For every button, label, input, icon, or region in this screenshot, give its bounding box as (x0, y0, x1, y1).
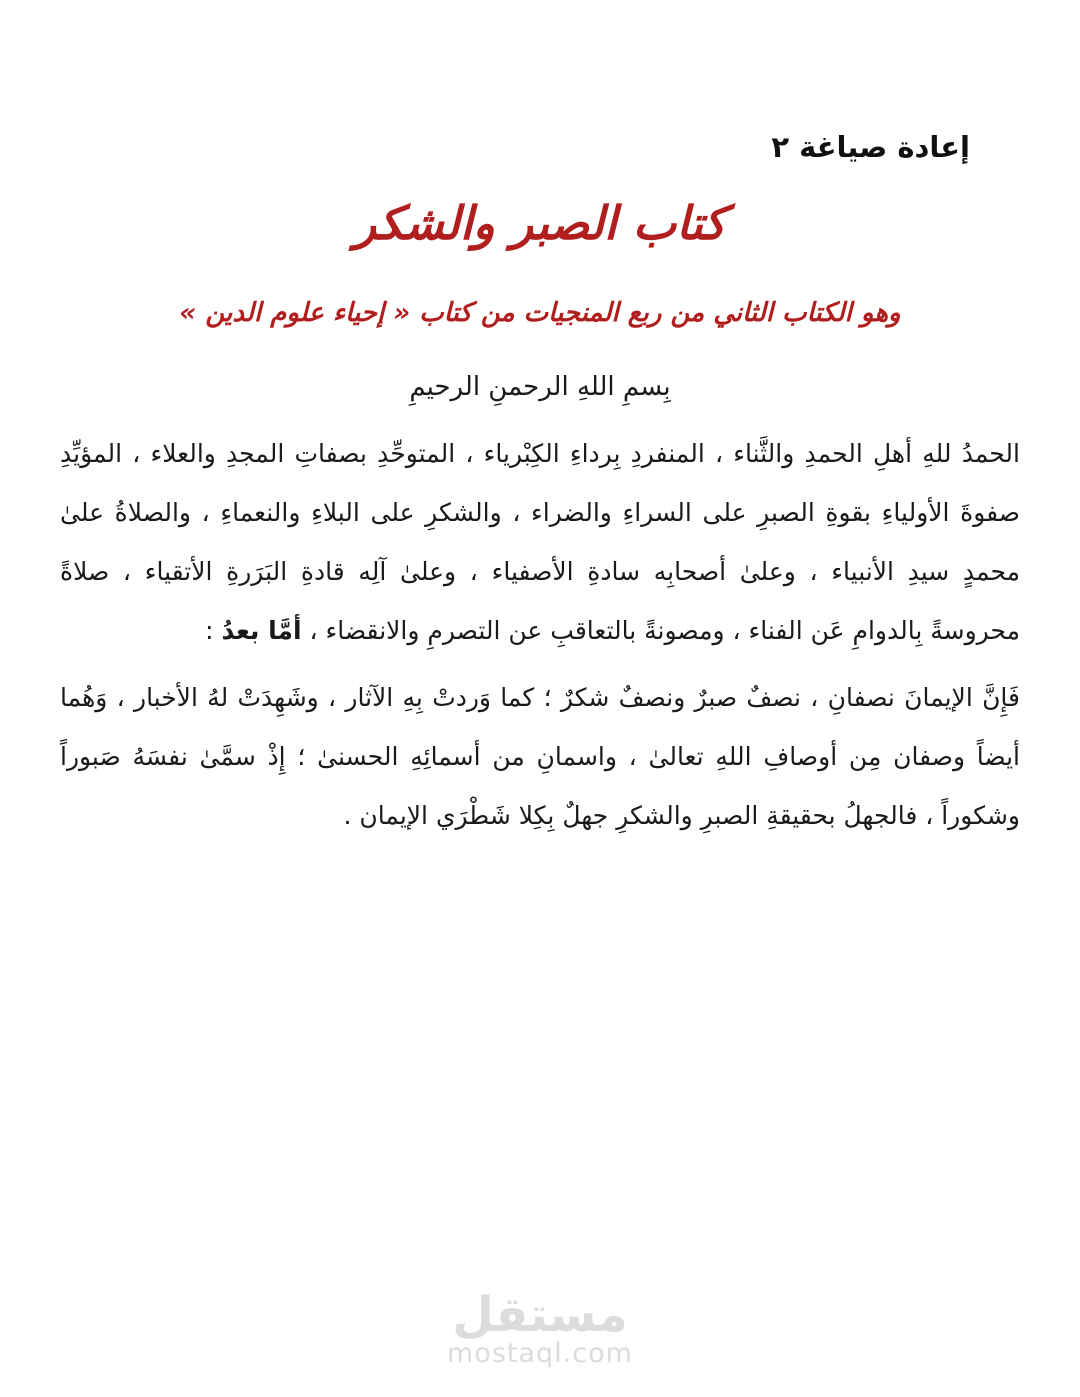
amma-baad-bold-phrase: أمَّا بعدُ (221, 616, 302, 645)
opening-paragraph-text: الحمدُ للهِ أهلِ الحمدِ والثَّناء ، المنفردِ بِرداءِ الكِبْرياء ، المتوحِّدِ بصفاتِ المجدِ والعلاء ، المؤيِّدِ صفوةَ الأولياءِ بقوةِ الصبرِ على السراءِ والضراء ، والشكرِ على البلاءِ والنعماءِ ، والصلاةُ علىٰ محمدٍ سيدِ الأنبياء ، وعلىٰ أصحابِه سادةِ الأصفياء ، وعلىٰ آلِه قادةِ البَرَرةِ الأتقياء ، صلاةً محروسةً بِالدوامِ عَن الفناء ، ومصونةً بالتعاقبِ عن التصرمِ والانقضاء ، (60, 439, 1020, 645)
book-title: كتاب الصبر والشكر (354, 196, 726, 250)
opening-paragraph-colon: : (205, 616, 222, 645)
book-subtitle: وهو الكتاب الثاني من ربع المنجيات من كتاب « إحياء علوم الدين » (179, 298, 901, 328)
opening-paragraph (60, 424, 1020, 660)
mostaql-watermark (0, 1287, 1080, 1369)
mostaql-domain-text: mostaql.com (447, 1338, 633, 1369)
second-paragraph: فَإِنَّ الإيمانَ نصفانِ ، نصفٌ صبرٌ ونصفٌ شكرٌ ؛ كما وَردتْ بِهِ الآثار ، وشَهِدَتْ لهُ الأخبار ، وَهُما أيضاً وصفان مِن أوصافِ اللهِ تعالىٰ ، واسمانِ من أسمائِهِ الحسنىٰ ؛ إِذْ سمَّىٰ نفسَهُ صَبوراً وشكوراً ، فالجهلُ بحقيقةِ الصبرِ والشكرِ جهلٌ بِكِلا شَطْرَي الإيمان . (60, 683, 1020, 830)
revision-label: إعادة صياغة ٢ (771, 130, 970, 164)
mostaql-logo: مستقل (452, 1287, 628, 1343)
basmala-line: بِسمِ اللهِ الرحمنِ الرحيمِ (409, 372, 671, 402)
body-text-block (60, 424, 1020, 845)
